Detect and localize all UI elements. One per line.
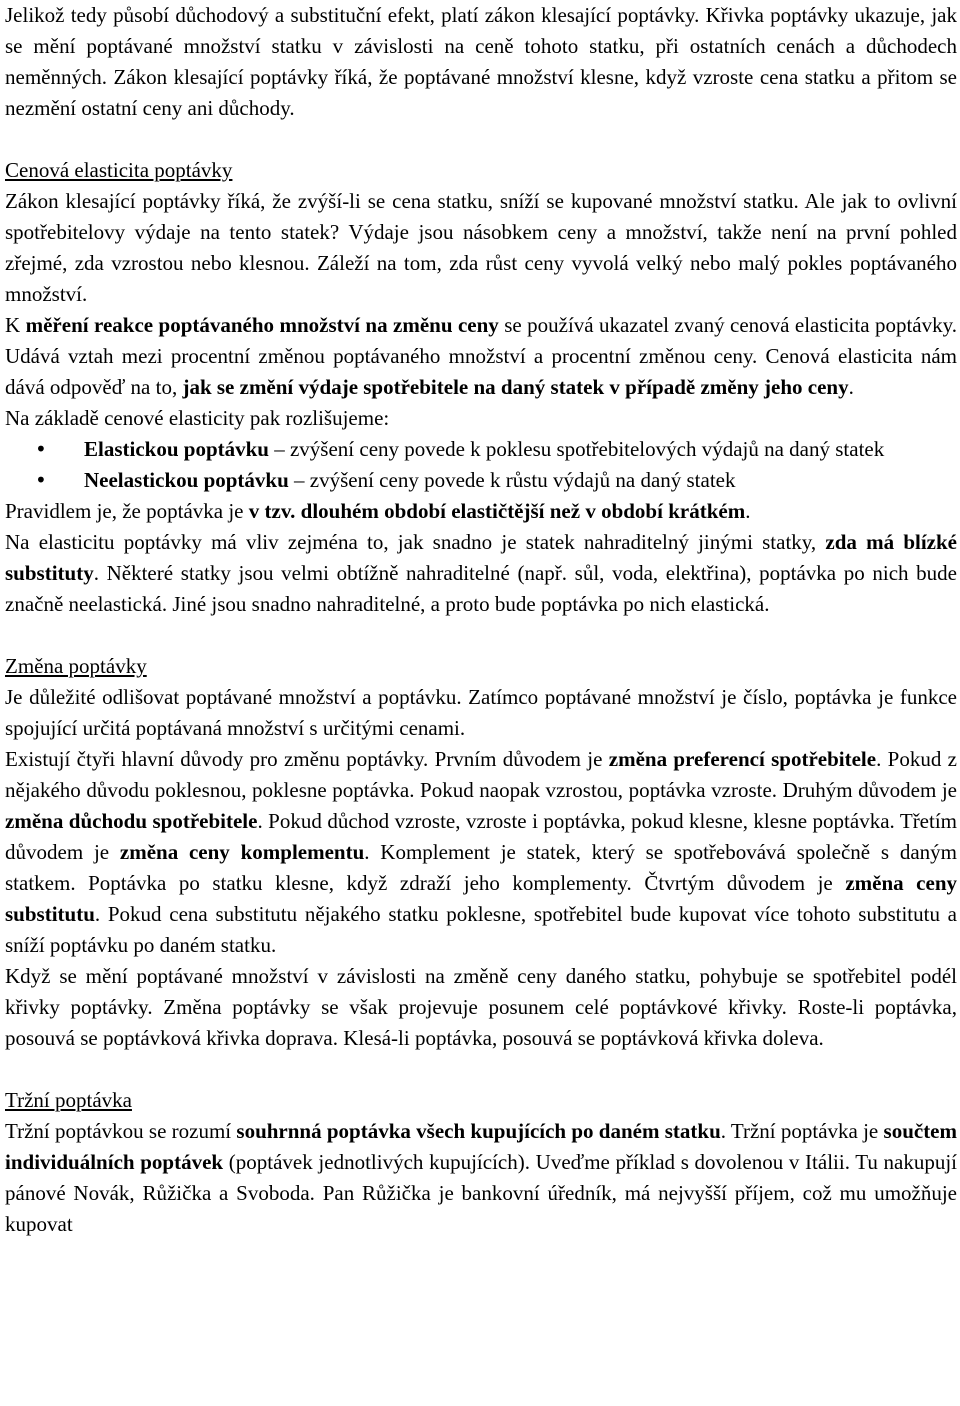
elasticity-paragraph-5: [5, 527, 957, 620]
text-run: Existují čtyři hlavní důvody pro změnu poptávky. Prvním důvodem je: [5, 747, 609, 771]
heading-price-elasticity: Cenová elasticita poptávky: [5, 158, 233, 182]
blank-line: [5, 124, 957, 155]
blank-line: [5, 620, 957, 651]
text-run: . Pokud cena substitutu nějakého statku poklesne, spotřebitel bude kupovat více tohoto substitutu a sníží poptávku po daném statku.: [5, 902, 957, 957]
change-paragraph-2: [5, 744, 957, 961]
text-run: . Tržní poptávka je: [720, 1119, 884, 1143]
text-run: Pravidlem je, že poptávka je: [5, 499, 249, 523]
text-run: Na elasticitu poptávky má vliv zejména to, jak snadno je statek nahraditelný jinými statky,: [5, 530, 826, 554]
text-run: – zvýšení ceny povede k poklesu spotřebitelových výdajů na daný statek: [268, 437, 885, 461]
text-run: – zvýšení ceny povede k růstu výdajů na daný statek: [288, 468, 736, 492]
text-run: .: [745, 499, 751, 523]
text-run: Tržní poptávkou se rozumí: [5, 1119, 237, 1143]
intro-paragraph: Jelikož tedy působí důchodový a substituční efekt, platí zákon klesající poptávky. Křivka poptávky ukazuje, jak se mění poptávané množství statku v závislosti na ceně tohoto statku, při ostatních cenách a důchodech neměnných. Zákon klesající poptávky říká, že poptávané množství klesne, když vzroste cena statku a přitom se nezmění ostatní ceny ani důchody.: [5, 3, 957, 120]
elasticity-paragraph-1: Zákon klesající poptávky říká, že zvýší-li se cena statku, sníží se kupované množství statku. Ale jak to ovlivní spotřebitelovy výdaje na tento statek? Výdaje jsou násobkem ceny a množství, takže není na první pohled zřejmé, zda vzrostou nebo klesnou. Záleží na tom, zda růst ceny vyvolá velký nebo malý pokles poptávaného množství.: [5, 189, 957, 306]
text-run: . Komplement je statek, který se spotřebovává společně s daným statkem. Poptávka po statku klesne, když zdraží jeho komplementy. Čtvrtým důvodem je: [5, 840, 958, 895]
elasticity-paragraph-4: [5, 496, 957, 527]
market-paragraph-1: [5, 1116, 957, 1240]
bold-text: měření reakce poptávaného množství na změnu ceny: [25, 313, 499, 337]
list-item-elastic: [84, 434, 957, 465]
text-run: . Pokud důchod vzroste, vzroste i poptávka, pokud klesne, klesne poptávka. Třetím důvodem je: [5, 809, 958, 864]
bold-text: změna preferencí spotřebitele: [608, 747, 877, 771]
change-paragraph-3: Když se mění poptávané množství v závislosti na změně ceny daného statku, pohybuje se spotřebitel podél křivky poptávky. Změna poptávky se však projevuje posunem celé poptávkové křivky. Roste-li poptávka, posouvá se poptávková křivka doprava. Klesá-li poptávka, posouvá se poptávková křivka doleva.: [5, 964, 957, 1050]
bold-text: Elastickou poptávku: [84, 437, 269, 461]
text-run: . Některé statky jsou velmi obtížně nahraditelné (např. sůl, voda, elektřina), poptávka po nich bude značně neelastická. Jiné jsou snadno nahraditelné, a proto bude poptávka po nich elastická.: [5, 561, 957, 616]
bold-text: změna důchodu spotřebitele: [5, 809, 258, 833]
list-item-inelastic: [84, 465, 957, 496]
elasticity-paragraph-2: [5, 310, 957, 403]
elasticity-paragraph-3: Na základě cenové elasticity pak rozlišujeme:: [5, 406, 390, 430]
bold-text: souhrnná poptávka všech kupujících po daném statku: [236, 1119, 721, 1143]
elasticity-types-list: [5, 434, 957, 496]
text-run: K: [5, 313, 26, 337]
bold-text: změna ceny komplementu: [119, 840, 365, 864]
bold-text: jak se změní výdaje spotřebitele na daný statek v případě změny jeho ceny: [182, 375, 849, 399]
bold-text: zda má blízké substituty: [5, 530, 957, 585]
text-run: se používá ukazatel zvaný cenová elasticita poptávky. Udává vztah mezi procentní změnou poptávaného množství a procentní změnou ceny. Cenová elasticita nám dává odpověď na to,: [5, 313, 957, 399]
heading-demand-change: Změna poptávky: [5, 654, 147, 678]
bold-text: změna ceny substitutu: [5, 871, 957, 926]
text-run: .: [848, 375, 854, 399]
text-run: . Pokud z nějakého důvodu poklesnou, poklesne poptávka. Pokud naopak vzrostou, poptávka vzroste. Druhým důvodem je: [5, 747, 957, 802]
bold-text: Neelastickou poptávku: [84, 468, 289, 492]
blank-line: [5, 1054, 957, 1085]
text-run: (poptávek jednotlivých kupujících). Uveďme příklad s dovolenou v Itálii. Tu nakupují pánové Novák, Růžička a Svoboda. Pan Růžička je bankovní úředník, má nejvyšší příjem, což mu umožňuje kupovat: [5, 1150, 958, 1236]
change-paragraph-1: Je důležité odlišovat poptávané množství a poptávku. Zatímco poptávané množství je číslo, poptávka je funkce spojující určitá poptávaná množství s určitými cenami.: [5, 685, 957, 740]
bold-text: součtem individuálních poptávek: [5, 1119, 957, 1174]
bold-text: v tzv. dlouhém období elastičtější než v období krátkém: [248, 499, 746, 523]
heading-market-demand: Tržní poptávka: [5, 1088, 132, 1112]
